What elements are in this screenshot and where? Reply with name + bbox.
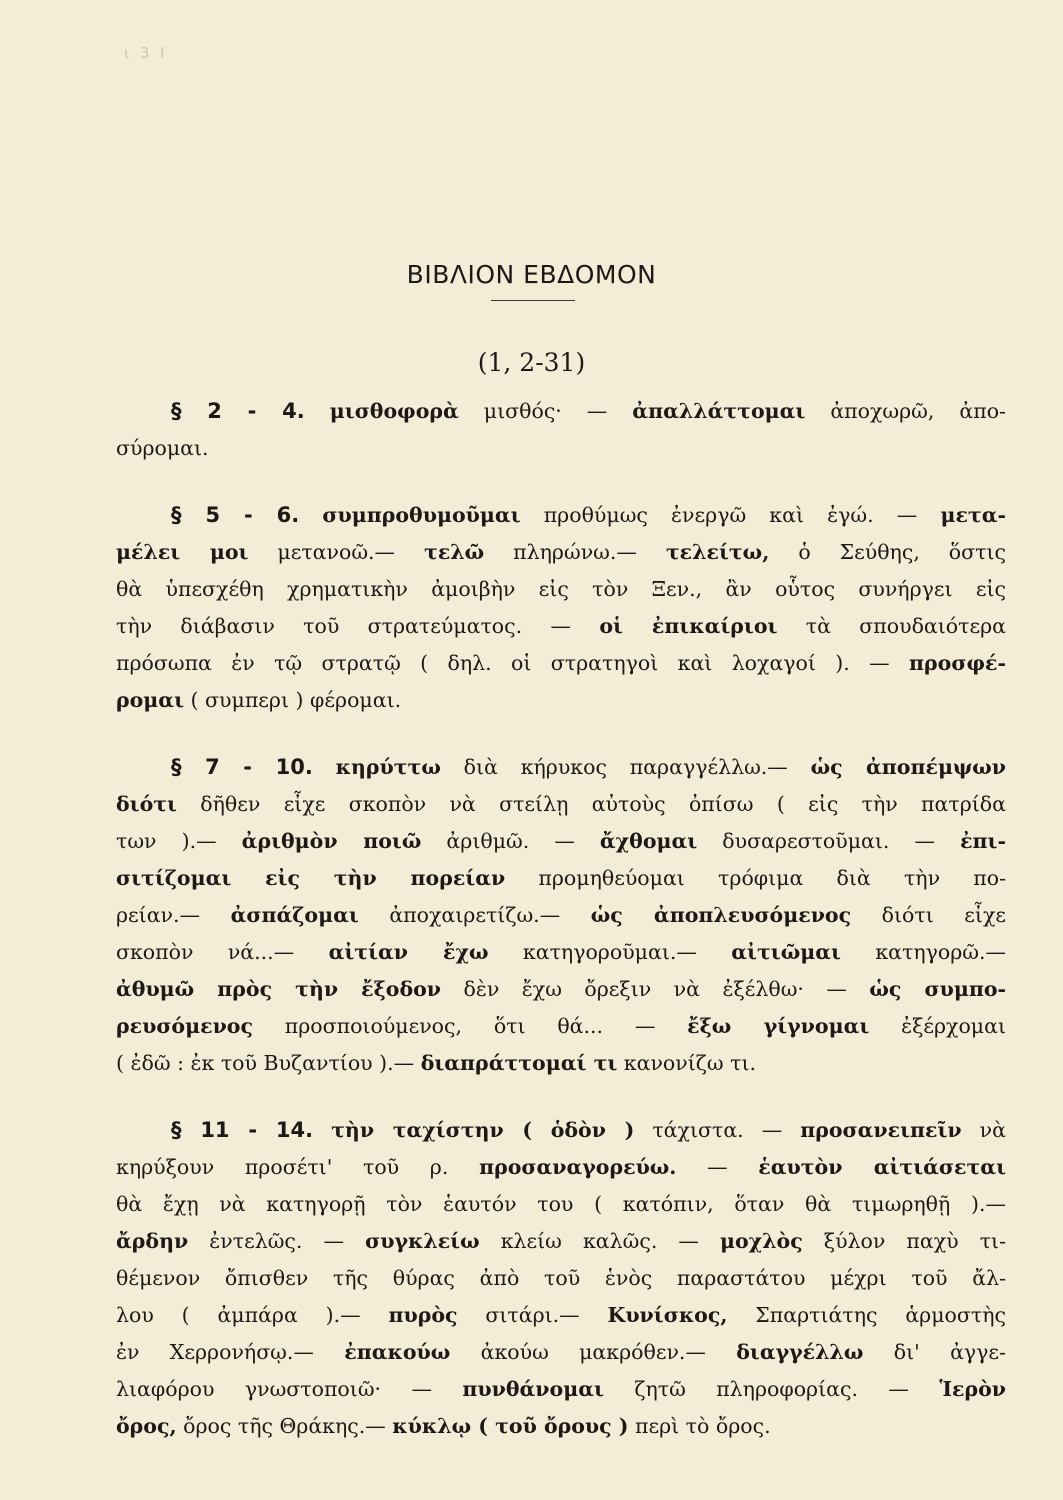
gloss-text: ἀριθμῶ. —: [421, 829, 600, 853]
gloss-text: των ).—: [116, 829, 242, 853]
glossary-term: προσαναγορεύω.: [479, 1155, 677, 1179]
glossary-term: τελῶ: [424, 540, 485, 564]
text-line: [116, 1045, 1006, 1082]
glossary-term: μοχλὸς: [720, 1229, 803, 1253]
glossary-term: διότι: [116, 792, 177, 816]
title-divider: [491, 300, 575, 301]
gloss-text: [305, 399, 330, 423]
section-number: § 2 - 4.: [171, 399, 305, 423]
gloss-text: νὰ: [961, 1118, 1006, 1142]
glossary-term: μέλει μοι: [116, 540, 249, 564]
text-line: [116, 497, 1006, 534]
gloss-text: [299, 503, 322, 527]
gloss-text: σκοπὸν νά...—: [116, 940, 329, 964]
gloss-text: πρόσωπα ἐν τῷ στρατῷ ( δηλ. οἱ στρατηγοὶ καὶ λοχαγοί ). —: [116, 651, 910, 675]
gloss-text: —: [676, 1155, 759, 1179]
glossary-term: ἀθυμῶ πρὸς τὴν ἔξοδον: [116, 977, 442, 1001]
glossary-section: [116, 393, 1006, 467]
gloss-text: μετανοῶ.—: [248, 540, 425, 564]
gloss-text: δυσαρεστοῦμαι. —: [697, 829, 961, 853]
glossary-body: [116, 393, 1006, 1475]
gloss-text: πληρώνω.—: [484, 540, 666, 564]
text-line: [116, 1260, 1006, 1297]
glossary-term: ρομαι: [116, 688, 185, 712]
text-line: [116, 1297, 1006, 1334]
gloss-text: ρείαν.—: [116, 903, 231, 927]
gloss-text: δὲν ἔχω ὄρεξιν νὰ ἐξέλθω· —: [441, 977, 870, 1001]
glossary-term: πυρὸς: [388, 1303, 458, 1327]
gloss-text: ἀκούω μακρόθεν.—: [450, 1340, 737, 1364]
text-line: [116, 1008, 1006, 1045]
gloss-text: θὰ ἔχῃ νὰ κατηγορῇ τὸν ἑαυτόν του ( κατόπιν, ὅταν θὰ τιμωρηθῇ ).—: [116, 1192, 1006, 1216]
glossary-term: μετα-: [940, 503, 1006, 527]
gloss-text: ἀποχωρῶ, ἀπο-: [805, 399, 1006, 423]
text-line: [116, 934, 1006, 971]
glossary-term: διαπράττομαί τι: [420, 1051, 618, 1075]
text-line: [116, 897, 1006, 934]
gloss-text: ὄρος τῆς Θράκης.—: [176, 1414, 393, 1438]
gloss-text: ἐντελῶς. —: [188, 1229, 366, 1253]
gloss-text: ζητῶ πληροφορίας. —: [603, 1377, 940, 1401]
glossary-term: Ἱερὸν: [939, 1377, 1006, 1401]
text-line: [116, 645, 1006, 682]
gloss-text: κατηγοροῦμαι.—: [488, 940, 732, 964]
gloss-text: ἐξέρχομαι: [869, 1014, 1006, 1038]
text-line: [116, 1149, 1006, 1186]
glossary-term: ὡς ἀποπέμψων: [810, 755, 1006, 779]
glossary-term: ἔξω γίγνομαι: [687, 1014, 870, 1038]
glossary-term: μισθοφορὰ: [329, 399, 459, 423]
text-line: [116, 1408, 1006, 1445]
glossary-section: [116, 749, 1006, 1082]
glossary-term: ὡς ἀποπλευσόμενος: [590, 903, 852, 927]
glossary-term: οἱ ἐπικαίριοι: [599, 614, 778, 638]
gloss-text: [313, 1118, 331, 1142]
gloss-text: [313, 755, 336, 779]
text-line: [116, 786, 1006, 823]
glossary-term: ὡς συμπο-: [869, 977, 1006, 1001]
gloss-text: θὰ ὑπεσχέθη χρηματικὴν ἀμοιβὴν εἰς τὸν Ξεν., ἂν οὗτος συνήργει εἰς: [116, 577, 1006, 601]
section-number: § 11 - 14.: [171, 1118, 314, 1142]
text-line: [116, 749, 1006, 786]
glossary-term: ἄρδην: [116, 1229, 189, 1253]
gloss-text: ὁ Σεύθης, ὅστις: [769, 540, 1006, 564]
gloss-text: προμηθεύομαι τρόφιμα διὰ τὴν πο-: [505, 866, 1006, 890]
text-line: [116, 430, 1006, 467]
section-number: § 7 - 10.: [171, 755, 313, 779]
glossary-term: κηρύττω: [335, 755, 441, 779]
glossary-section: [116, 497, 1006, 719]
glossary-term: ὄρος,: [116, 1414, 177, 1438]
gloss-text: Σπαρτιάτης ἁρμοστὴς: [727, 1303, 1006, 1327]
section-number: § 5 - 6.: [171, 503, 300, 527]
gloss-text: περὶ τὸ ὄρος.: [628, 1414, 771, 1438]
text-line: [116, 1112, 1006, 1149]
glossary-term: τελείτω,: [665, 540, 770, 564]
gloss-text: λου ( ἀμπάρα ).—: [116, 1303, 389, 1327]
gloss-text: ( συμπερι ) φέρομαι.: [184, 688, 402, 712]
glossary-term: τὴν ταχίστην ( ὁδὸν ): [331, 1118, 635, 1142]
text-line: [116, 1186, 1006, 1223]
gloss-text: σιτάρι.—: [457, 1303, 608, 1327]
glossary-term: προσφέ-: [909, 651, 1006, 675]
glossary-term: ἀσπάζομαι: [230, 903, 359, 927]
text-line: [116, 971, 1006, 1008]
gloss-text: προθύμως ἐνεργῶ καὶ ἐγώ. —: [520, 503, 941, 527]
glossary-term: ἀριθμὸν ποιῶ: [241, 829, 422, 853]
gloss-text: θέμενον ὄπισθεν τῆς θύρας ἀπὸ τοῦ ἑνὸς παραστάτου μέχρι τοῦ ἄλ-: [116, 1266, 1006, 1290]
text-line: [116, 1223, 1006, 1260]
gloss-text: δῆθεν εἶχε σκοπὸν νὰ στείλῃ αὐτοὺς ὀπίσω ( εἰς τὴν πατρίδα: [176, 792, 1006, 816]
text-line: [116, 682, 1006, 719]
gloss-text: διότι εἶχε: [851, 903, 1006, 927]
gloss-text: τάχιστα. —: [634, 1118, 801, 1142]
glossary-term: σιτίζομαι εἰς τὴν πορείαν: [116, 866, 506, 890]
text-line: [116, 393, 1006, 430]
glossary-term: κύκλῳ ( τοῦ ὄρους ): [392, 1414, 629, 1438]
glossary-term: ἑαυτὸν αἰτιάσεται: [758, 1155, 1006, 1179]
glossary-term: ἐπι-: [960, 829, 1006, 853]
text-line: [116, 534, 1006, 571]
glossary-term: ρευσόμενος: [116, 1014, 253, 1038]
gloss-text: λιαφόρου γνωστοποιῶ· —: [116, 1377, 463, 1401]
glossary-term: ἄχθομαι: [599, 829, 698, 853]
chapter-range: (1, 2-31): [477, 348, 586, 377]
glossary-term: συμπροθυμοῦμαι: [322, 503, 521, 527]
gloss-text: τὴν διάβασιν τοῦ στρατεύματος. —: [116, 614, 600, 638]
text-line: [116, 608, 1006, 645]
text-line: [116, 1371, 1006, 1408]
gloss-text: μισθός· —: [458, 399, 633, 423]
gloss-text: ξύλον παχὺ τι-: [802, 1229, 1006, 1253]
glossary-term: αἰτίαν ἔχω: [328, 940, 489, 964]
glossary-term: συγκλείω: [365, 1229, 480, 1253]
glossary-term: αἰτιῶμαι: [731, 940, 841, 964]
gloss-text: προσποιούμενος, ὅτι θά... —: [252, 1014, 688, 1038]
text-line: [116, 823, 1006, 860]
gloss-text: δι' ἀγγε-: [863, 1340, 1006, 1364]
glossary-term: Κυνίσκος,: [607, 1303, 728, 1327]
glossary-section: [116, 1112, 1006, 1445]
book-title: ΒΙΒΛΙΟΝ ΕΒΔΟΜΟΝ: [406, 259, 657, 289]
gloss-text: διὰ κήρυκος παραγγέλλω.—: [440, 755, 811, 779]
glossary-term: ἐπακούω: [344, 1340, 451, 1364]
gloss-text: κλείω καλῶς. —: [479, 1229, 720, 1253]
gloss-text: ἐν Χερρονήσῳ.—: [116, 1340, 345, 1364]
glossary-term: πυνθάνομαι: [462, 1377, 604, 1401]
text-line: [116, 1334, 1006, 1371]
glossary-term: προσανειπεῖν: [800, 1118, 962, 1142]
gloss-text: ἀποχαιρετίζω.—: [358, 903, 591, 927]
glossary-term: διαγγέλλω: [736, 1340, 864, 1364]
gloss-text: κατηγορῶ.—: [840, 940, 1006, 964]
text-line: [116, 860, 1006, 897]
page-corner-mark: ι 3 Ι: [124, 44, 168, 62]
gloss-text: κανονίζω τι.: [617, 1051, 756, 1075]
gloss-text: σύρομαι.: [116, 436, 209, 460]
glossary-term: ἀπαλλάττομαι: [632, 399, 806, 423]
gloss-text: τὰ σπουδαιότερα: [777, 614, 1006, 638]
gloss-text: κηρύξουν προσέτι' τοῦ ρ.: [116, 1155, 480, 1179]
gloss-text: ( ἐδῶ : ἐκ τοῦ Βυζαντίου ).—: [116, 1051, 421, 1075]
text-line: [116, 571, 1006, 608]
